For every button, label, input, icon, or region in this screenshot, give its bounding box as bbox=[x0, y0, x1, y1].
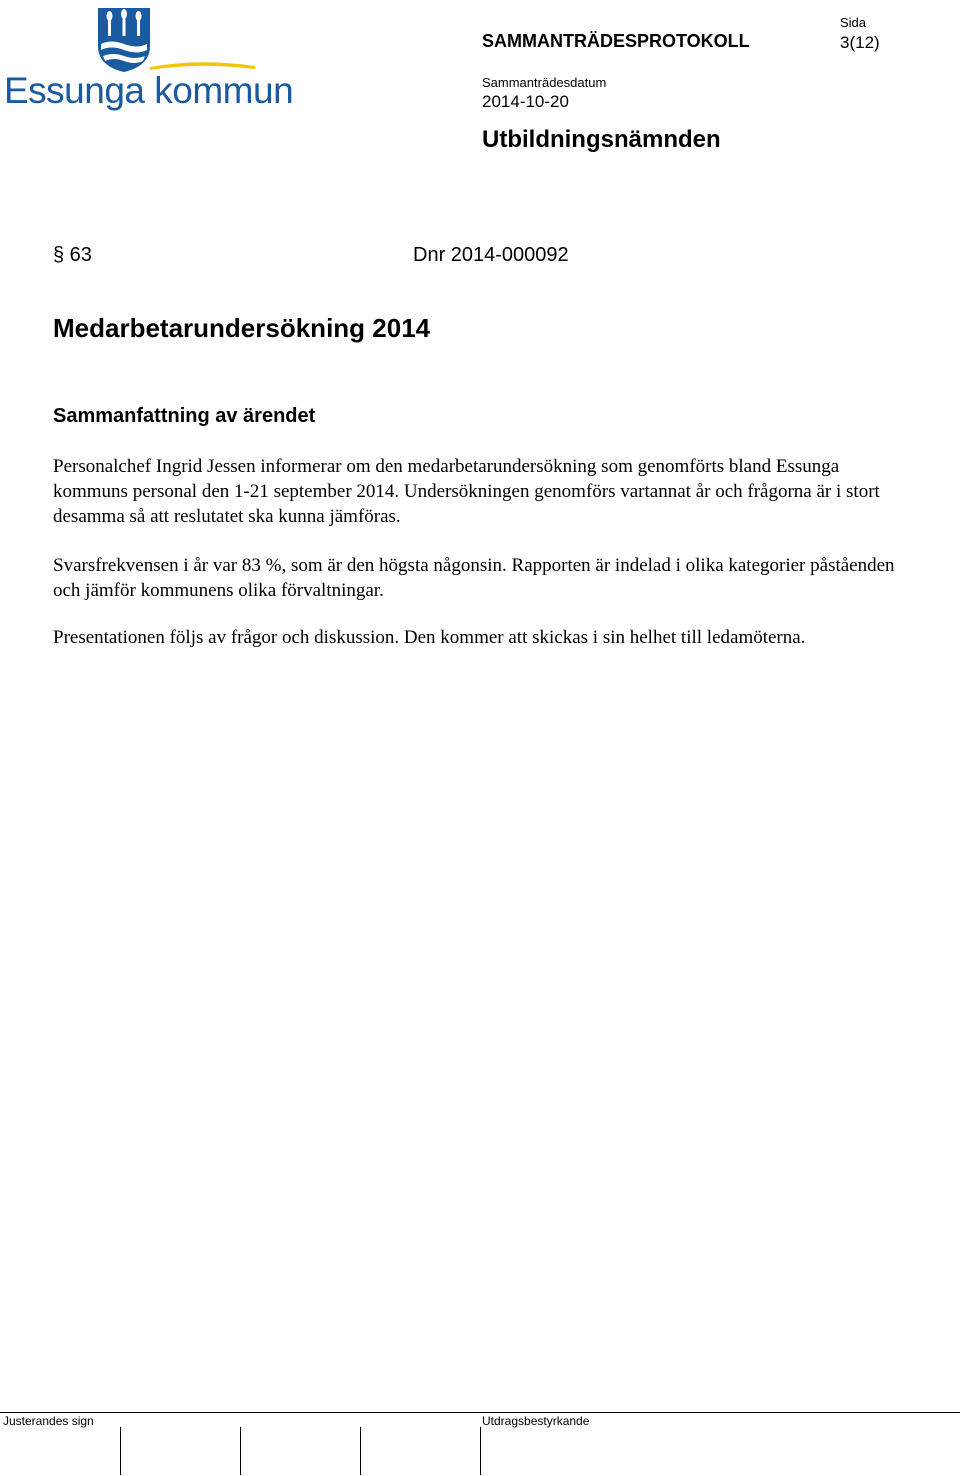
body-paragraph: Personalchef Ingrid Jessen informerar om den medarbetarundersökning som genomförts bland Essunga kommuns personal den 1-21 september 2014. Undersökningen genomförs vartannat år och frågorna är i stort desamma så att reslutatet ska kunna jämföras. bbox=[53, 456, 880, 527]
meeting-date: 2014-10-20 bbox=[482, 92, 569, 111]
footer-divider bbox=[0, 1412, 960, 1413]
logo-text: Essunga kommun bbox=[4, 70, 294, 111]
document-type: SAMMANTRÄDESPROTOKOLL bbox=[482, 31, 750, 51]
extract-certification-label: Utdragsbestyrkande bbox=[482, 1414, 590, 1428]
signature-box-divider bbox=[360, 1427, 361, 1475]
signature-box-divider bbox=[480, 1427, 481, 1475]
signature-box-divider bbox=[240, 1427, 241, 1475]
section-title: Medarbetarundersökning 2014 bbox=[53, 313, 431, 343]
signature-label: Justerandes sign bbox=[3, 1414, 94, 1428]
meeting-date-label: Sammanträdesdatum bbox=[482, 75, 607, 90]
page-label: Sida bbox=[840, 15, 867, 30]
diary-number: Dnr 2014-000092 bbox=[413, 244, 569, 266]
body-paragraph: Presentationen följs av frågor och diskussion. Den kommer att skickas i sin helhet till ledamöterna. bbox=[53, 627, 806, 648]
paragraph-number: § 63 bbox=[53, 244, 92, 266]
signature-box-divider bbox=[120, 1427, 121, 1475]
summary-heading: Sammanfattning av ärendet bbox=[53, 405, 316, 427]
committee-name: Utbildningsnämnden bbox=[482, 126, 721, 153]
page-number: 3(12) bbox=[840, 33, 880, 52]
body-paragraph: Svarsfrekvensen i år var 83 %, som är den högsta någonsin. Rapporten är indelad i olika kategorier påståenden och jämför kommunens olika förvaltningar. bbox=[53, 555, 895, 601]
coat-of-arms-icon bbox=[98, 8, 150, 72]
